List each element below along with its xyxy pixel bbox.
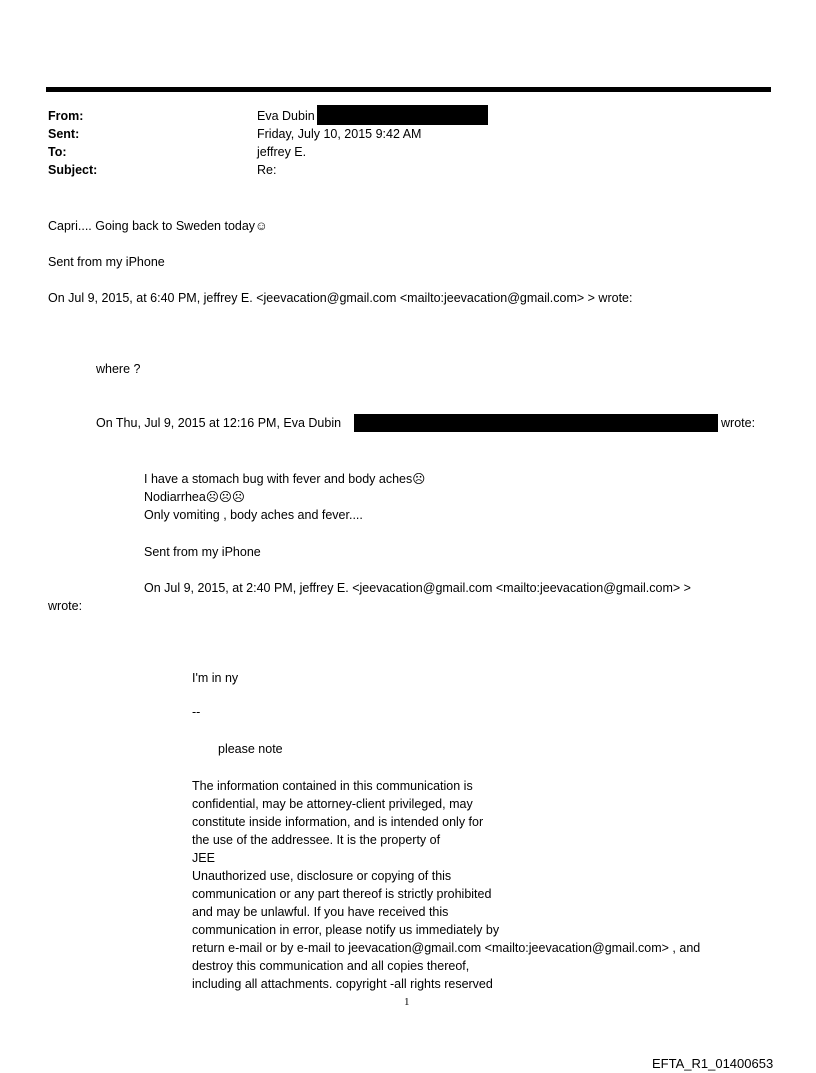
disclaimer-line: Unauthorized use, disclosure or copying of this: [192, 869, 452, 883]
disclaimer-line: constitute inside information, and is intended only for: [192, 815, 484, 829]
redaction-box: [354, 414, 718, 432]
disclaimer-line: The information contained in this communication is: [192, 779, 473, 793]
quote1-wrote: wrote:: [721, 416, 756, 430]
sent-label: Sent:: [48, 127, 80, 141]
sent-value: Friday, July 10, 2015 9:42 AM: [257, 127, 422, 141]
quote1-attribution: On Thu, Jul 9, 2015 at 12:16 PM, Eva Dubin: [96, 416, 342, 430]
disclaimer-line: the use of the addressee. It is the property of: [192, 833, 441, 847]
subject-label: Subject:: [48, 163, 98, 177]
quote2-line2: Nodiarrhea☹☹☹: [144, 490, 245, 504]
quote3-line1: I'm in ny: [192, 671, 239, 685]
quote1-where: where ?: [96, 362, 141, 376]
disclaimer-line: destroy this communication and all copies thereof,: [192, 959, 470, 973]
to-value: jeffrey E.: [257, 145, 307, 159]
page-number: 1: [404, 996, 410, 1008]
quote2-sent-from: Sent from my iPhone: [144, 545, 261, 559]
disclaimer-line: and may be unlawful. If you have received this: [192, 905, 449, 919]
body-attribution: On Jul 9, 2015, at 6:40 PM, jeffrey E. <jeevacation@gmail.com <mailto:jeevacation@gmail.com> > wrote:: [48, 291, 633, 305]
document-id: EFTA_R1_01400653: [652, 1056, 774, 1071]
redaction-box: [317, 105, 488, 125]
disclaimer-line: JEE: [192, 851, 215, 865]
quote3-please-note: please note: [218, 742, 283, 756]
quote2-wrote: wrote:: [48, 599, 83, 613]
disclaimer-line: return e-mail or by e-mail to jeevacation@gmail.com <mailto:jeevacation@gmail.com> , and: [192, 941, 701, 955]
to-label: To:: [48, 145, 67, 159]
disclaimer-line: confidential, may be attorney-client privileged, may: [192, 797, 473, 811]
disclaimer-line: communication in error, please notify us immediately by: [192, 923, 500, 937]
disclaimer-line: communication or any part thereof is strictly prohibited: [192, 887, 492, 901]
quote3-dashes: --: [192, 705, 201, 719]
body-line-capri: Capri.... Going back to Sweden today☺: [48, 219, 268, 233]
disclaimer-line: including all attachments. copyright -all rights reserved: [192, 977, 493, 991]
body-sent-from: Sent from my iPhone: [48, 255, 165, 269]
quote2-attribution: On Jul 9, 2015, at 2:40 PM, jeffrey E. <jeevacation@gmail.com <mailto:jeevacation@gmail.com> >: [144, 581, 691, 595]
subject-value: Re:: [257, 163, 277, 177]
from-label: From:: [48, 109, 84, 123]
header-rule: [46, 87, 771, 92]
quote2-line3: Only vomiting , body aches and fever....: [144, 508, 363, 522]
disclaimer-block: [192, 777, 700, 993]
quote2-line1: I have a stomach bug with fever and body aches☹: [144, 472, 426, 486]
from-value: Eva Dubin: [257, 109, 315, 123]
